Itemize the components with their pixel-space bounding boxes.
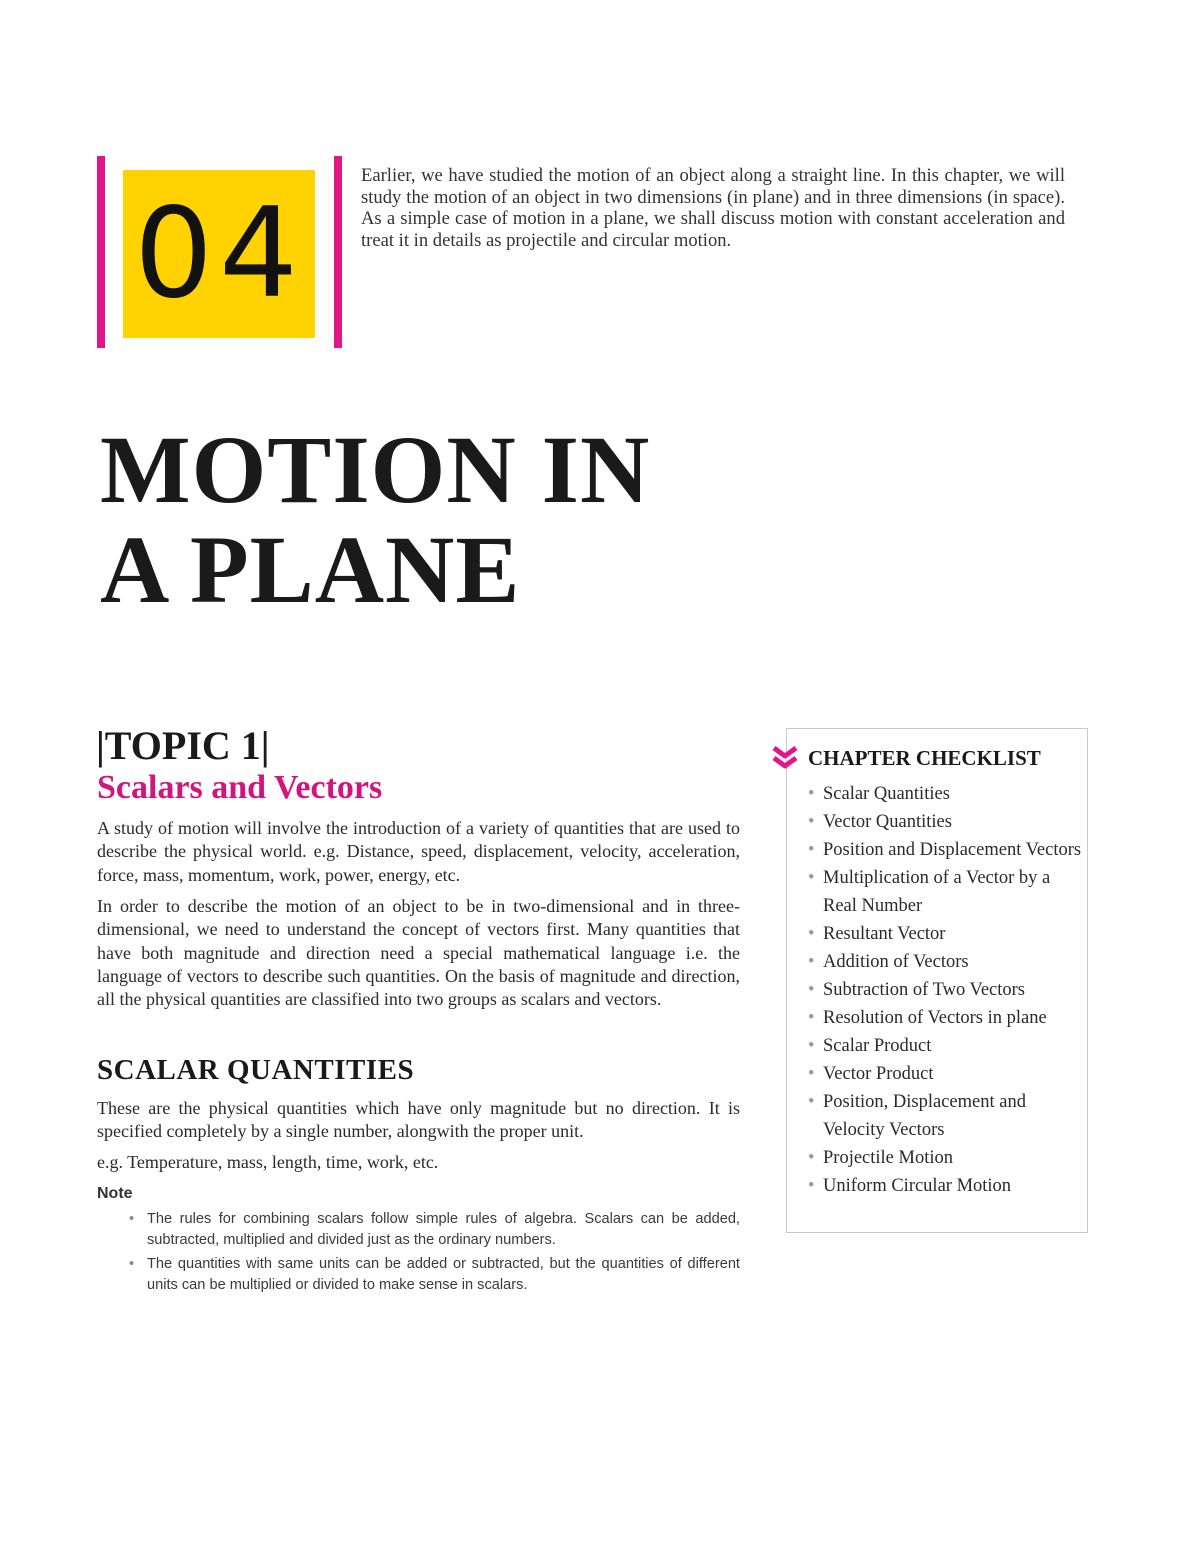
bullet-icon: • bbox=[808, 1064, 815, 1084]
bullet-icon: • bbox=[808, 1176, 815, 1196]
scalar-definition: These are the physical quantities which have only magnitude but no direction. It is specified completely by a single number, alongwith the proper unit. bbox=[97, 1098, 740, 1142]
bullet-icon: • bbox=[129, 1211, 135, 1227]
checklist-item bbox=[808, 1172, 1088, 1200]
bullet-icon: • bbox=[808, 812, 815, 832]
bullet-icon: • bbox=[129, 1256, 135, 1272]
chapter-intro: Earlier, we have studied the motion of an object along a straight line. In this chapter, we will study the motion of an object in two dimensions (in plane) and in three dimensions (in space). As a simple case of motion in a plane, we shall discuss motion with constant acceleration and treat it in details as projectile and circular motion. bbox=[361, 165, 1065, 251]
checklist-item-text: Vector Quantities bbox=[823, 812, 952, 832]
topic-paragraph-1: A study of motion will involve the introduction of a variety of quantities that are used to describe the physical world. e.g. Distance, speed, displacement, velocity, acceleration, force, mass, momentum, work, power, energy, etc. bbox=[97, 818, 740, 885]
checklist-item-text: Uniform Circular Motion bbox=[823, 1176, 1012, 1196]
bullet-icon: • bbox=[808, 784, 815, 804]
checklist-item bbox=[808, 836, 1088, 864]
note-item bbox=[127, 1209, 740, 1251]
bullet-icon: • bbox=[808, 1008, 815, 1028]
bullet-icon: • bbox=[808, 952, 815, 972]
chapter-number-box bbox=[123, 170, 315, 338]
checklist-item-text: Position, Displacement and Velocity Vectors bbox=[823, 1092, 1026, 1140]
chapter-title-line-1: MOTION IN bbox=[100, 416, 651, 523]
scalar-example: e.g. Temperature, mass, length, time, work, etc. bbox=[97, 1152, 439, 1172]
note-item-text: The rules for combining scalars follow simple rules of algebra. Scalars can be added, subtracted, multiplied and divided just as the ordinary numbers. bbox=[147, 1211, 740, 1248]
chapter-title bbox=[100, 416, 800, 623]
bullet-icon: • bbox=[808, 1148, 815, 1168]
topic-subtitle: Scalars and Vectors bbox=[97, 769, 383, 806]
bullet-icon: • bbox=[808, 840, 815, 860]
bullet-icon: • bbox=[808, 924, 815, 944]
checklist-item-text: Subtraction of Two Vectors bbox=[823, 980, 1026, 1000]
double-chevron-down-icon bbox=[771, 744, 799, 772]
chapter-bar-right bbox=[334, 156, 342, 348]
scalar-section-heading: SCALAR QUANTITIES bbox=[97, 1054, 415, 1086]
bullet-icon: • bbox=[808, 980, 815, 1000]
checklist-item bbox=[808, 920, 1088, 948]
note-list bbox=[127, 1209, 740, 1299]
checklist-title: CHAPTER CHECKLIST bbox=[808, 746, 1041, 770]
checklist-item bbox=[808, 1088, 1088, 1144]
checklist-items bbox=[808, 780, 1088, 1200]
checklist-item bbox=[808, 808, 1088, 836]
topic-paragraph-2: In order to describe the motion of an object to be in two-dimensional and in three-dimensional, we need to understand the concept of vectors first. Many quantities that have both magnitude and direction need a special mathematical language i.e. the language of vectors to describe such quantities. On the basis of magnitude and direction, all the physical quantities are classified into two groups as scalars and vectors. bbox=[97, 896, 740, 1010]
chapter-title-line-2: A PLANE bbox=[100, 516, 521, 623]
bullet-icon: • bbox=[808, 868, 815, 888]
checklist-item bbox=[808, 1144, 1088, 1172]
chapter-number: 04 bbox=[134, 182, 304, 326]
checklist-item bbox=[808, 780, 1088, 808]
topic-label: |TOPIC 1| bbox=[96, 723, 270, 768]
note-item-text: The quantities with same units can be added or subtracted, but the quantities of different units can be multiplied or divided to make sense in scalars. bbox=[147, 1256, 740, 1293]
chapter-bar-left bbox=[97, 156, 105, 348]
checklist-item-text: Projectile Motion bbox=[823, 1148, 953, 1168]
checklist-item-text: Scalar Quantities bbox=[823, 784, 950, 804]
bullet-icon: • bbox=[808, 1036, 815, 1056]
bullet-icon: • bbox=[808, 1092, 815, 1112]
checklist-item bbox=[808, 864, 1088, 920]
note-item bbox=[127, 1254, 740, 1296]
checklist-item-text: Scalar Product bbox=[823, 1036, 932, 1056]
checklist-item bbox=[808, 1004, 1088, 1032]
checklist-item bbox=[808, 1060, 1088, 1088]
checklist-item-text: Vector Product bbox=[823, 1064, 934, 1084]
checklist-item bbox=[808, 976, 1088, 1004]
checklist-item-text: Resultant Vector bbox=[823, 924, 946, 944]
checklist-item-text: Addition of Vectors bbox=[823, 952, 969, 972]
checklist-item-text: Position and Displacement Vectors bbox=[823, 840, 1082, 860]
checklist-item bbox=[808, 948, 1088, 976]
checklist-item-text: Multiplication of a Vector by a Real Number bbox=[823, 868, 1051, 916]
checklist-item bbox=[808, 1032, 1088, 1060]
checklist-item-text: Resolution of Vectors in plane bbox=[823, 1008, 1047, 1028]
note-label: Note bbox=[97, 1185, 133, 1202]
